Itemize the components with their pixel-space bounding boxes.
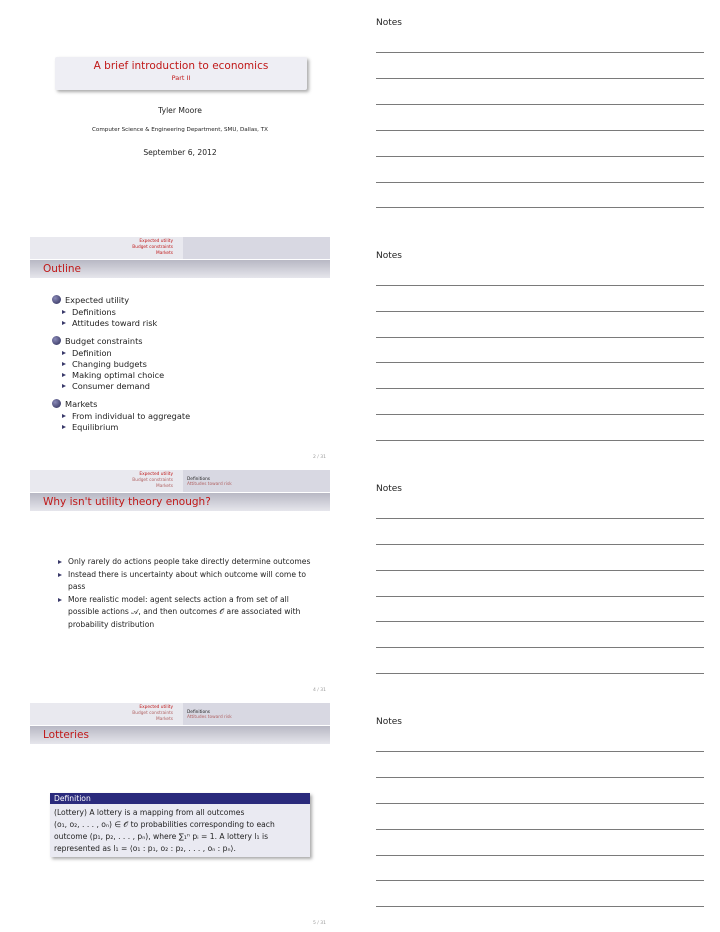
outline-list: [52, 295, 322, 432]
section-number-ball-icon: [52, 336, 61, 345]
page-number: 2 / 31: [313, 455, 326, 460]
triangle-bullet-icon: [62, 321, 66, 325]
section-nav: [132, 472, 173, 490]
bullet-item: Instead there is uncertainty about which outcome will come to pass: [58, 569, 318, 594]
nav-section[interactable]: Markets: [155, 484, 173, 489]
note-line: [376, 829, 704, 830]
note-line: [376, 156, 704, 157]
outline-subsection[interactable]: Definitions: [52, 307, 322, 317]
note-line: [376, 285, 704, 286]
note-line: [376, 311, 704, 312]
affiliation: Computer Science & Engineering Department, SMU, Dallas, TX: [92, 127, 268, 133]
note-line: [376, 440, 704, 441]
frame-title-bar: [30, 726, 330, 744]
note-line: [376, 130, 704, 131]
outline-section[interactable]: Expected utility: [52, 295, 322, 305]
note-line: [376, 78, 704, 79]
nav-section[interactable]: Budget constraints: [132, 478, 173, 483]
outline-subsection[interactable]: Changing budgets: [52, 359, 322, 369]
outline-section[interactable]: Markets: [52, 399, 322, 409]
frame-title-bar: [30, 493, 330, 511]
outline-subsection[interactable]: Definition: [52, 348, 322, 358]
triangle-bullet-icon: [62, 310, 66, 314]
presentation-subtitle: Part II: [171, 74, 191, 82]
page-number: 4 / 31: [313, 688, 326, 693]
slide-header: [30, 703, 330, 725]
nav-section[interactable]: Expected utility: [139, 705, 173, 710]
note-line: [376, 207, 704, 208]
nav-subsection[interactable]: Attitudes toward risk: [187, 482, 232, 487]
frame-title-bar: [30, 260, 330, 278]
nav-section[interactable]: Budget constraints: [132, 711, 173, 716]
notes-label-1: Notes: [376, 18, 402, 28]
note-line: [376, 362, 704, 363]
frame-title: Outline: [43, 263, 81, 275]
note-line: [376, 596, 704, 597]
date: September 6, 2012: [143, 148, 217, 157]
triangle-bullet-icon: [62, 362, 66, 366]
triangle-bullet-icon: [58, 560, 62, 564]
bullet-item: Only rarely do actions people take directly determine outcomes: [58, 556, 318, 569]
nav-section[interactable]: Expected utility: [139, 472, 173, 477]
note-line: [376, 673, 704, 674]
subsection-nav: [183, 470, 330, 492]
page-number: 5 / 31: [313, 921, 326, 926]
section-nav: [132, 239, 173, 257]
notes-label-3: Notes: [376, 484, 402, 494]
section-number-ball-icon: [52, 295, 61, 304]
block-title: Definition: [50, 793, 310, 804]
subsection-nav: [183, 237, 330, 259]
note-line: [376, 570, 704, 571]
nav-section[interactable]: Markets: [155, 717, 173, 722]
triangle-bullet-icon: [58, 573, 62, 577]
note-line: [376, 803, 704, 804]
note-line: [376, 104, 704, 105]
note-line: [376, 880, 704, 881]
note-line: [376, 855, 704, 856]
triangle-bullet-icon: [58, 598, 62, 602]
notes-label-4: Notes: [376, 717, 402, 727]
nav-section[interactable]: Budget constraints: [132, 245, 173, 250]
section-number-ball-icon: [52, 399, 61, 408]
presentation-title: A brief introduction to economics: [93, 60, 269, 72]
note-line: [376, 647, 704, 648]
nav-subsection[interactable]: Definitions: [187, 710, 211, 715]
note-line: [376, 621, 704, 622]
note-line: [376, 388, 704, 389]
triangle-bullet-icon: [62, 384, 66, 388]
outline-subsection[interactable]: Making optimal choice: [52, 370, 322, 380]
bullet-list: [58, 556, 318, 631]
note-line: [376, 182, 704, 183]
nav-section[interactable]: Expected utility: [139, 239, 173, 244]
bullet-item: More realistic model: agent selects action a from set of all possible actions 𝒜, and then outcomes 𝒪 are associated with probability distribution: [58, 594, 318, 632]
outline-subsection[interactable]: Attitudes toward risk: [52, 318, 322, 328]
definition-block: [50, 793, 310, 857]
note-line: [376, 544, 704, 545]
nav-subsection[interactable]: Definitions: [187, 477, 211, 482]
triangle-bullet-icon: [62, 425, 66, 429]
triangle-bullet-icon: [62, 414, 66, 418]
slide-header: [30, 470, 330, 492]
block-line: (Lottery) A lottery is a mapping from all outcomes: [54, 808, 245, 817]
block-line: (o₁, o₂, . . . , oₙ) ∈ 𝒪 to probabilities corresponding to each: [54, 820, 275, 829]
note-line: [376, 751, 704, 752]
outline-subsection[interactable]: From individual to aggregate: [52, 411, 322, 421]
triangle-bullet-icon: [62, 351, 66, 355]
frame-title: Lotteries: [43, 729, 89, 741]
block-body: [50, 804, 310, 857]
note-line: [376, 906, 704, 907]
nav-subsection[interactable]: Attitudes toward risk: [187, 715, 232, 720]
nav-section[interactable]: Markets: [155, 251, 173, 256]
block-line: outcome (p₁, p₂, . . . , pₙ), where ∑₁ⁿ pᵢ = 1. A lottery l₁ is: [54, 832, 269, 841]
frame-title: Why isn't utility theory enough?: [43, 496, 211, 508]
note-line: [376, 777, 704, 778]
triangle-bullet-icon: [62, 373, 66, 377]
slide-header: [30, 237, 330, 259]
block-line: represented as l₁ = ⟨o₁ : p₁, o₂ : p₂, . . . , oₙ : pₙ⟩.: [54, 844, 236, 853]
note-line: [376, 414, 704, 415]
author: Tyler Moore: [158, 106, 202, 115]
note-line: [376, 52, 704, 53]
notes-label-2: Notes: [376, 251, 402, 261]
title-block: [55, 57, 307, 90]
outline-subsection[interactable]: Equilibrium: [52, 422, 322, 432]
outline-subsection[interactable]: Consumer demand: [52, 381, 322, 391]
note-line: [376, 337, 704, 338]
section-nav: [132, 705, 173, 723]
subsection-nav: [183, 703, 330, 725]
outline-section[interactable]: Budget constraints: [52, 336, 322, 346]
note-line: [376, 518, 704, 519]
